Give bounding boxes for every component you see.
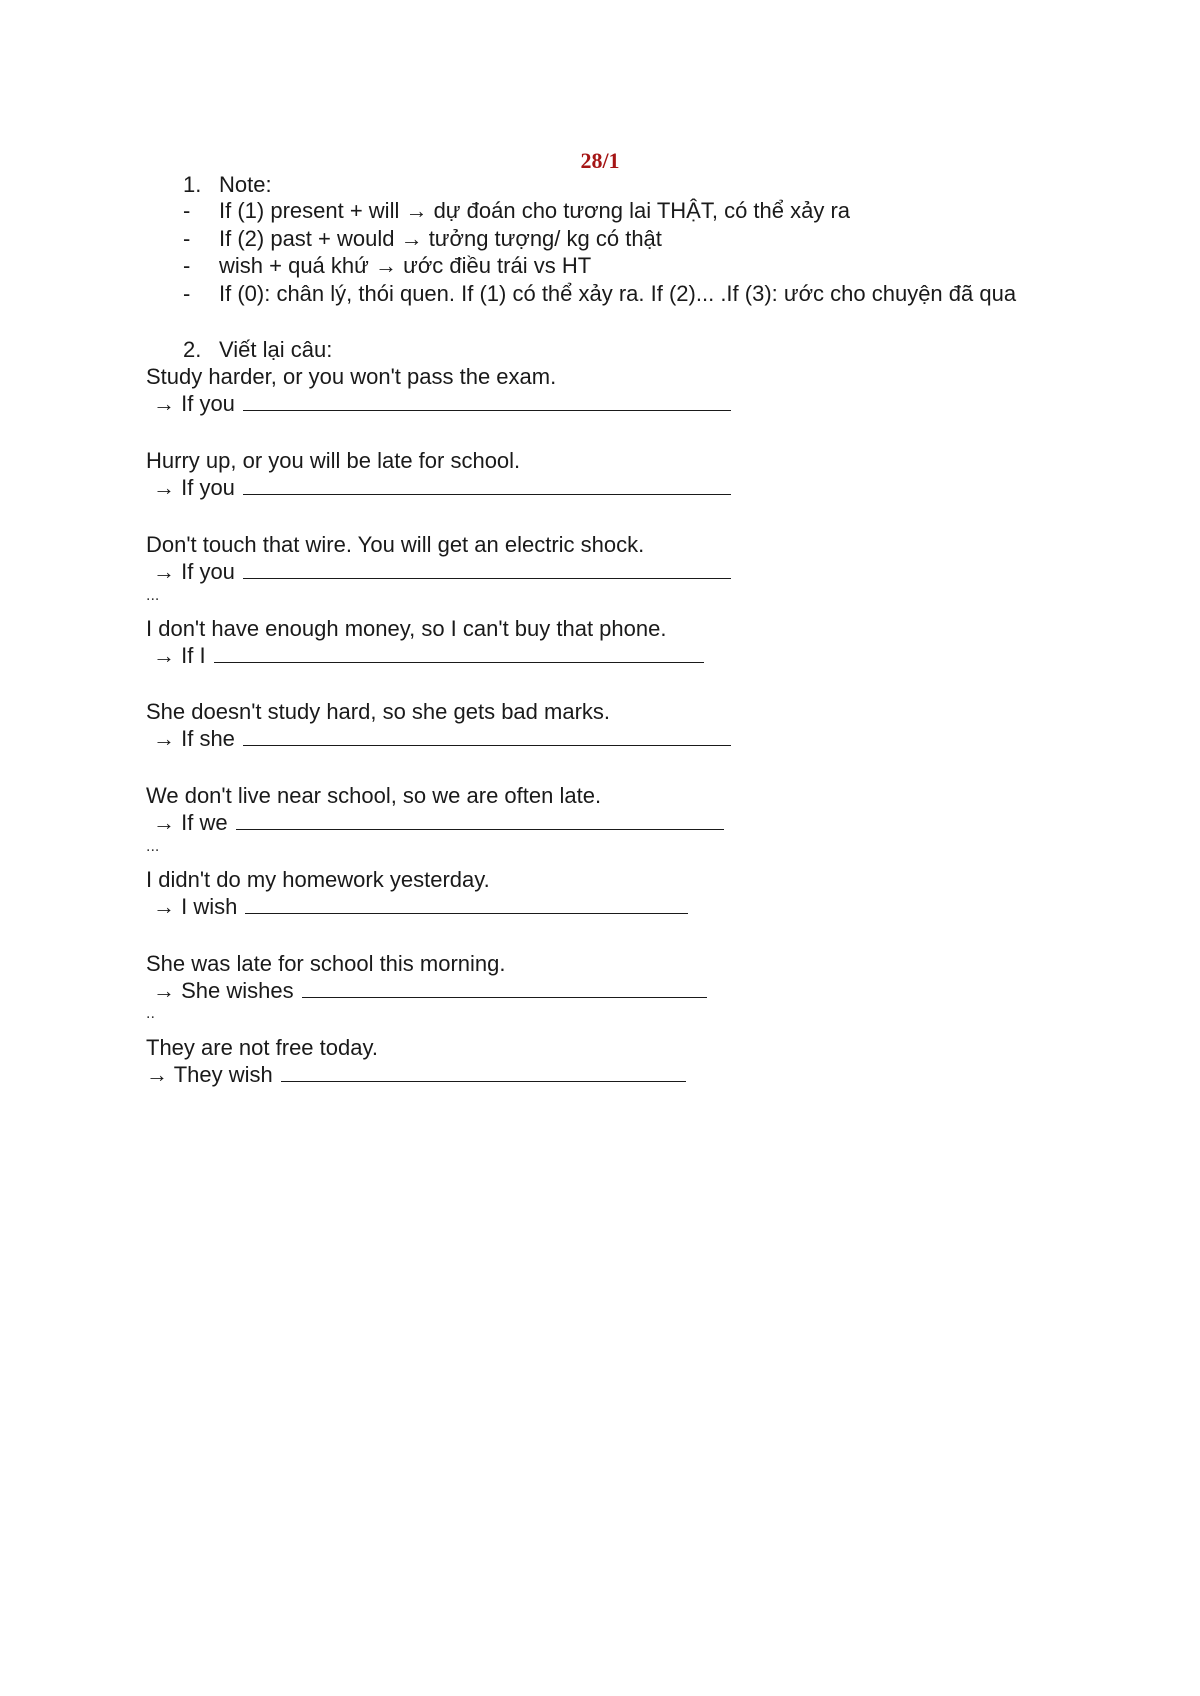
exercise-answer-line: [153, 977, 707, 1005]
exercise-sentence: Hurry up, or you will be late for school.: [146, 448, 521, 473]
exercise-answer-line: [146, 1061, 686, 1089]
answer-prompt: → If you: [153, 475, 235, 500]
exercise-sentence: I didn't do my homework yesterday.: [146, 867, 490, 892]
answer-blank[interactable]: [243, 558, 731, 579]
exercise-sentence: They are not free today.: [146, 1035, 378, 1060]
answer-blank[interactable]: [281, 1061, 686, 1082]
answer-blank[interactable]: [243, 725, 731, 746]
exercise-answer-line: [153, 558, 731, 586]
exercise-sentence: Study harder, or you won't pass the exam.: [146, 364, 557, 389]
answer-prompt: → If you: [153, 391, 235, 416]
exercise-answer-line: [153, 642, 704, 670]
answer-prompt: → If I: [153, 643, 206, 668]
bullet-text: wish + quá khứ → ước điều trái vs HT: [219, 253, 592, 278]
answer-prompt: → If she: [153, 726, 235, 751]
bullet-dash: -: [183, 226, 191, 251]
page-title: 28/1: [580, 148, 620, 173]
exercise-answer-line: [153, 809, 724, 837]
section-number: 1.: [183, 172, 202, 197]
answer-prompt: → If you: [153, 559, 235, 584]
bullet-text: If (1) present + will → dự đoán cho tương lai THẬT, có thể xảy ra: [219, 198, 851, 223]
bullet-text: If (0): chân lý, thói quen. If (1) có thể xảy ra. If (2)... .If (3): ước cho chuyện đã qua: [219, 281, 1017, 306]
answer-blank[interactable]: [302, 977, 707, 998]
answer-blank[interactable]: [243, 390, 731, 411]
bullet-dash: -: [183, 253, 191, 278]
answer-prompt: → If we: [153, 810, 228, 835]
separator-dots: ..: [146, 1005, 155, 1022]
answer-blank[interactable]: [236, 809, 724, 830]
answer-prompt: → They wish: [146, 1062, 273, 1087]
bullet-dash: -: [183, 198, 191, 223]
exercise-sentence: Don't touch that wire. You will get an electric shock.: [146, 532, 645, 557]
bullet-text: If (2) past + would → tưởng tượng/ kg có thật: [219, 226, 662, 251]
exercise-answer-line: [153, 893, 688, 921]
answer-blank[interactable]: [243, 474, 731, 495]
section-label: Note:: [219, 172, 272, 197]
section-number: 2.: [183, 337, 202, 362]
exercise-answer-line: [153, 474, 731, 502]
answer-prompt: → I wish: [153, 894, 238, 919]
answer-prompt: → She wishes: [153, 978, 294, 1003]
answer-blank[interactable]: [214, 642, 704, 663]
separator-dots: ...: [146, 838, 160, 855]
separator-dots: ...: [146, 587, 160, 604]
section-label: Viết lại câu:: [219, 337, 333, 362]
exercise-sentence: We don't live near school, so we are often late.: [146, 783, 602, 808]
answer-blank[interactable]: [245, 893, 688, 914]
exercise-sentence: She doesn't study hard, so she gets bad marks.: [146, 699, 611, 724]
exercise-answer-line: [153, 725, 731, 753]
exercise-sentence: I don't have enough money, so I can't buy that phone.: [146, 616, 667, 641]
exercise-answer-line: [153, 390, 731, 418]
bullet-dash: -: [183, 281, 191, 306]
exercise-sentence: She was late for school this morning.: [146, 951, 506, 976]
